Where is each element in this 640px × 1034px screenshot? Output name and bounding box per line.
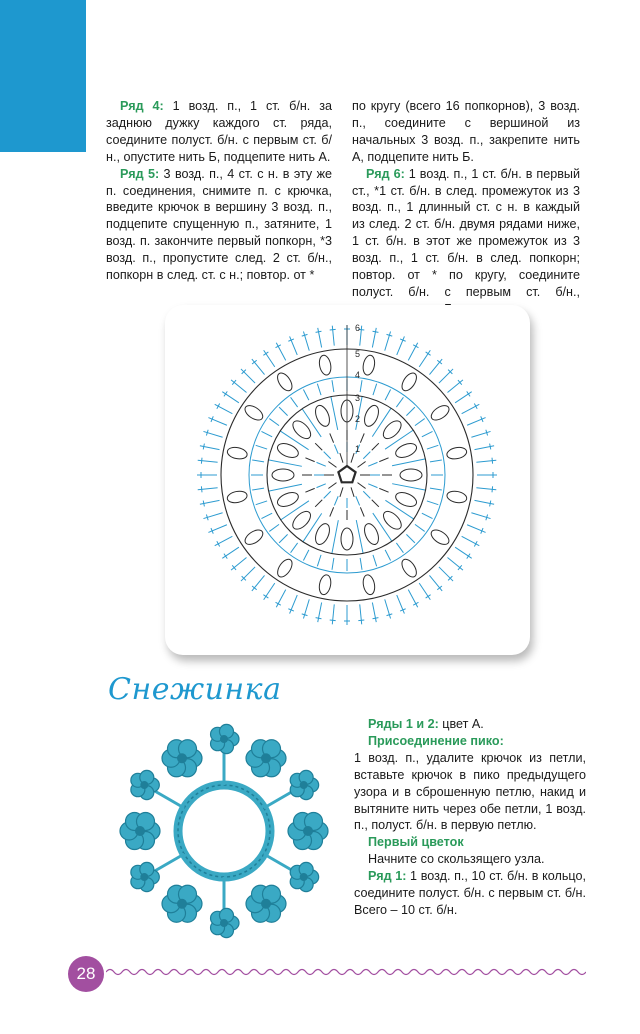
chain-stitch bbox=[331, 397, 338, 430]
stitch-top bbox=[201, 458, 202, 464]
stitch-row-4 bbox=[427, 501, 438, 505]
stitch-row-2 bbox=[363, 452, 370, 459]
stitch-row-6 bbox=[198, 488, 218, 490]
stitch-row-6 bbox=[429, 575, 442, 590]
stitch-row-2 bbox=[324, 491, 331, 498]
chain-stitch bbox=[373, 513, 392, 541]
stitch-row-4 bbox=[256, 445, 267, 449]
stitch-row-4 bbox=[422, 431, 433, 436]
stitch-top bbox=[201, 486, 202, 492]
stitch-row-6 bbox=[264, 350, 275, 367]
row-label: Ряд 1: bbox=[368, 869, 407, 884]
stitch-top bbox=[373, 331, 379, 332]
stitch-row-6 bbox=[408, 343, 417, 361]
popcorn-inner bbox=[313, 403, 333, 428]
chain-stitch bbox=[302, 409, 321, 437]
stitch-row-2 bbox=[317, 462, 326, 466]
page-number: 28 bbox=[68, 956, 104, 992]
stitch-row-4 bbox=[303, 550, 308, 561]
stitch-row-6 bbox=[215, 536, 233, 545]
stitch-row-6 bbox=[231, 557, 246, 570]
stitch-row-4 bbox=[252, 460, 264, 462]
crochet-diagram-card bbox=[165, 305, 530, 655]
stitch-row-3 bbox=[315, 443, 322, 450]
stitch-row-6 bbox=[447, 380, 462, 393]
text-column-right bbox=[352, 98, 580, 318]
yarn-texture bbox=[178, 785, 270, 877]
stitch-top bbox=[492, 486, 493, 492]
stitch-row-6 bbox=[215, 404, 233, 413]
flower-center bbox=[303, 826, 313, 836]
magic-ring bbox=[338, 466, 355, 482]
stitch-row-2 bbox=[317, 484, 326, 488]
popcorn-inner bbox=[313, 522, 333, 547]
stitch-row-4 bbox=[385, 389, 390, 400]
stitch-row-6 bbox=[419, 583, 430, 600]
paragraph-first-flower: Начните со скользящего узла. bbox=[368, 852, 545, 867]
stitch-top bbox=[426, 352, 431, 355]
join-label: Присоединение пико: bbox=[368, 733, 504, 748]
row-number-3: 3 bbox=[355, 393, 361, 403]
stitch-row-3 bbox=[305, 488, 314, 492]
stitch-row-4 bbox=[360, 558, 362, 570]
stitch-row-6 bbox=[241, 567, 255, 581]
stitch-row-2 bbox=[334, 445, 338, 454]
stitch-row-6 bbox=[252, 575, 265, 590]
stitch-row-6 bbox=[455, 392, 472, 403]
flower-center bbox=[261, 899, 271, 909]
stitch-row-4 bbox=[279, 534, 287, 542]
stitch-row-6 bbox=[455, 547, 472, 558]
row-number-1: 1 bbox=[355, 444, 361, 454]
popcorn-inner bbox=[362, 522, 382, 547]
text-column-left bbox=[106, 98, 332, 284]
stitch-row-6 bbox=[476, 488, 496, 490]
stitch-row-4 bbox=[291, 397, 298, 407]
row-label: Ряд 6: bbox=[366, 166, 405, 181]
stitch-top bbox=[490, 444, 491, 450]
stitch-row-6 bbox=[231, 380, 246, 393]
paragraph-join-picot: 1 возд. п., удалите крючок из петли, вставьте крючок в пико предыдущего узора и в сброшенную петлю, накид и вытяните нить через обе петли, 1 возд. п., полуст. б/н. в первую петлю. bbox=[354, 750, 586, 833]
popcorn-inner bbox=[394, 490, 419, 510]
popcorn-outer bbox=[446, 490, 468, 505]
stitch-row-4 bbox=[373, 555, 377, 566]
stitch-row-6 bbox=[429, 359, 442, 374]
stitch-row-6 bbox=[439, 369, 453, 383]
stitch-row-2 bbox=[368, 462, 377, 466]
stitch-row-3 bbox=[360, 433, 364, 442]
popcorn-outer bbox=[362, 354, 377, 376]
paragraph-continuation bbox=[352, 98, 580, 166]
popcorn-inner bbox=[275, 441, 300, 461]
stitch-row-4 bbox=[385, 550, 390, 561]
stitch-row-6 bbox=[476, 460, 496, 462]
chain-stitch bbox=[281, 501, 309, 520]
popcorn-outer bbox=[226, 490, 248, 505]
stitch-row-4 bbox=[279, 407, 287, 415]
stitch-top bbox=[467, 391, 470, 396]
stitch-row-2 bbox=[363, 491, 370, 498]
stitch-row-6 bbox=[439, 567, 453, 581]
flower-center bbox=[177, 899, 187, 909]
corner-accent-block bbox=[0, 0, 86, 152]
stitch-row-4 bbox=[303, 389, 308, 400]
rows-text: цвет А. bbox=[438, 717, 484, 731]
stitch-row-4 bbox=[430, 460, 442, 462]
stitch-row-4 bbox=[252, 488, 264, 490]
stitch-row-4 bbox=[422, 513, 433, 518]
stitch-row-4 bbox=[427, 445, 438, 449]
paragraph-rows-1-2 bbox=[354, 716, 586, 733]
stitch-top bbox=[330, 329, 336, 330]
stitch-row-4 bbox=[332, 558, 334, 570]
popcorn-outer bbox=[275, 371, 295, 394]
stitch-row-6 bbox=[462, 404, 480, 413]
chain-stitch bbox=[356, 520, 363, 553]
row-number-6: 6 bbox=[355, 323, 361, 333]
crochet-diagram bbox=[165, 305, 530, 655]
stitch-top bbox=[263, 352, 268, 355]
rows-label: Ряды 1 и 2: bbox=[368, 717, 439, 731]
row-label: Ряд 5: bbox=[120, 166, 160, 181]
stitch-row-4 bbox=[396, 543, 403, 553]
popcorn-outer bbox=[318, 574, 333, 596]
stitch-row-4 bbox=[317, 555, 321, 566]
stitch-row-1 bbox=[351, 487, 354, 497]
stitch-row-1 bbox=[340, 487, 343, 497]
stitch-row-2 bbox=[356, 496, 360, 505]
stitch-row-1 bbox=[358, 483, 366, 489]
paragraph-row-5 bbox=[106, 166, 332, 284]
stitch-row-3 bbox=[372, 500, 379, 507]
chain-stitch bbox=[385, 430, 413, 449]
stitch-row-4 bbox=[373, 384, 377, 395]
stitch-top bbox=[316, 331, 322, 332]
flower-center bbox=[135, 826, 145, 836]
stitch-row-6 bbox=[408, 590, 417, 608]
flower-center bbox=[300, 781, 308, 789]
stitch-row-4 bbox=[332, 380, 334, 392]
stitch-row-6 bbox=[332, 326, 334, 346]
stitch-top bbox=[492, 458, 493, 464]
stitch-row-4 bbox=[360, 380, 362, 392]
stitch-row-6 bbox=[419, 350, 430, 367]
stitch-row-4 bbox=[261, 513, 272, 518]
stitch-top bbox=[330, 620, 336, 621]
stitch-row-6 bbox=[332, 604, 334, 624]
popcorn-inner bbox=[394, 441, 419, 461]
section-title: Снежинка bbox=[108, 672, 282, 707]
stitch-row-3 bbox=[330, 433, 334, 442]
paragraph-row-1 bbox=[354, 868, 586, 919]
flower-center bbox=[140, 781, 148, 789]
flower-center bbox=[220, 735, 228, 743]
stitch-row-6 bbox=[222, 547, 239, 558]
row-text: 1 возд. п., 1 ст. б/н. в первый ст., *1 ст. б/н. в след. промежуток из 3 возд. п., 1 длинный ст. с н. в каждый из след. 2 ст. б/н. двумя рядами ниже, 1 ст. б/н. в этот же промежуток из 3 возд. п., 1 ст. б/н. в след. попкорн; повтор. от * по кругу, соедините полуст. б/н. с первым ст. б/н., bbox=[352, 166, 580, 299]
chain-stitch bbox=[332, 520, 338, 553]
stitch-top bbox=[224, 554, 227, 559]
row-text: 3 возд. п., 4 ст. с н. в эту же п. соединения, снимите п. с крючка, введите крючок в вершину 3 возд. п., подцепите спущенную п., затяните, 1 возд. п. закончите первый попкорн, *3 возд. п., пропустите след. 2 ст. б/н., попкорн в след. ст. с н.; повтор. от * bbox=[106, 166, 332, 283]
stitch-row-4 bbox=[269, 419, 279, 426]
stitch-row-4 bbox=[406, 407, 414, 415]
popcorn-outer bbox=[399, 371, 419, 394]
popcorn-outer bbox=[446, 446, 468, 461]
stitch-top bbox=[467, 554, 470, 559]
stitch-row-3 bbox=[315, 500, 322, 507]
stitch-row-4 bbox=[269, 524, 279, 531]
stitch-row-3 bbox=[379, 458, 388, 462]
popcorn-outer bbox=[399, 557, 419, 580]
stitch-row-1 bbox=[351, 453, 354, 463]
stitch-row-2 bbox=[368, 484, 377, 488]
row-label: Ряд 4: bbox=[120, 99, 164, 113]
stitch-top bbox=[263, 595, 268, 598]
chain-stitch bbox=[392, 484, 425, 490]
stitch-row-4 bbox=[256, 501, 267, 505]
stitch-row-3 bbox=[360, 507, 364, 516]
stitch-row-6 bbox=[241, 369, 255, 383]
row-number-5: 5 bbox=[355, 349, 361, 359]
popcorn-outer bbox=[242, 403, 265, 423]
paragraph-row-4 bbox=[106, 98, 332, 166]
stitch-row-4 bbox=[406, 534, 414, 542]
chain-stitch bbox=[392, 459, 425, 466]
stitch-row-4 bbox=[291, 543, 298, 553]
popcorn-inner bbox=[362, 403, 382, 428]
popcorn-outer bbox=[429, 527, 452, 547]
stitch-row-6 bbox=[198, 460, 218, 462]
stitch-row-3 bbox=[379, 488, 388, 492]
stitch-row-6 bbox=[222, 392, 239, 403]
stitch-top bbox=[358, 620, 364, 621]
stitch-top bbox=[426, 595, 431, 598]
stitch-row-4 bbox=[415, 524, 425, 531]
stitch-row-6 bbox=[252, 359, 265, 374]
stitch-row-2 bbox=[334, 496, 338, 505]
stitch-row-6 bbox=[360, 604, 362, 624]
popcorn-inner bbox=[272, 469, 294, 481]
stitch-top bbox=[203, 444, 204, 450]
subheading-first-flower bbox=[354, 834, 586, 851]
decorative-wave-line bbox=[106, 966, 586, 978]
popcorn-inner bbox=[275, 490, 300, 510]
stitch-row-1 bbox=[328, 483, 336, 489]
stitch-row-4 bbox=[415, 419, 425, 426]
flower-center bbox=[177, 753, 187, 763]
stitch-row-4 bbox=[261, 431, 272, 436]
stitch-row-3 bbox=[305, 458, 314, 462]
popcorn-outer bbox=[243, 527, 266, 547]
stitch-row-4 bbox=[396, 397, 403, 407]
row-number-2: 2 bbox=[355, 414, 361, 424]
stitch-row-1 bbox=[328, 461, 336, 467]
stitch-top bbox=[490, 501, 491, 507]
stitch-row-6 bbox=[264, 583, 275, 600]
popcorn-inner bbox=[341, 528, 353, 550]
stitch-row-3 bbox=[372, 443, 379, 450]
stitch-top bbox=[373, 618, 379, 619]
stitch-row-4 bbox=[317, 384, 321, 395]
flower-center bbox=[140, 873, 148, 881]
stitch-top bbox=[203, 501, 204, 507]
stitch-top bbox=[224, 391, 227, 396]
popcorn-outer bbox=[429, 403, 452, 423]
stitch-row-4 bbox=[430, 488, 442, 490]
row-text: 1 возд. п., 10 ст. б/н. в кольцо, соедините полуст. б/н. с первым ст. б/н. Всего – 10 ст. б/н. bbox=[354, 869, 586, 917]
subheading-join-picot bbox=[354, 733, 586, 750]
row-text: по кругу (всего 16 попкорнов), 3 возд. п., соедините с вершиной из начальных 3 возд. п., закрепите нить А, подцепите нить Б. bbox=[352, 99, 580, 164]
chain-stitch bbox=[269, 484, 302, 491]
popcorn-outer bbox=[226, 446, 248, 461]
stitch-row-1 bbox=[340, 453, 343, 463]
row-number-4: 4 bbox=[355, 370, 361, 380]
popcorn-outer bbox=[362, 574, 377, 596]
flower-label: Первый цветок bbox=[368, 835, 464, 850]
stitch-row-6 bbox=[276, 590, 285, 608]
stitch-row-6 bbox=[462, 536, 480, 545]
snowflake-photo bbox=[100, 712, 348, 950]
flower-center bbox=[300, 873, 308, 881]
stitch-row-6 bbox=[276, 343, 285, 361]
paragraph-row-6 bbox=[352, 166, 580, 318]
row-text: 1 возд. п., 1 ст. б/н. за заднюю дужку каждого ст. ряда, соедините полуст. б/н. с первым ст. б/н., опустите нить Б, подцепите нить А. bbox=[106, 99, 332, 164]
chain-stitch bbox=[268, 460, 301, 466]
stitch-row-6 bbox=[360, 326, 362, 346]
text-column-bottom bbox=[354, 716, 586, 919]
popcorn-inner bbox=[400, 469, 422, 481]
stitch-row-3 bbox=[330, 507, 334, 516]
popcorn-outer bbox=[318, 354, 333, 376]
stitch-row-6 bbox=[447, 557, 462, 570]
stitch-row-2 bbox=[324, 452, 331, 459]
popcorn-outer bbox=[275, 557, 295, 580]
stitch-row-1 bbox=[358, 461, 366, 467]
flower-center bbox=[261, 753, 271, 763]
stitch-top bbox=[316, 618, 322, 619]
flower-center bbox=[220, 919, 228, 927]
